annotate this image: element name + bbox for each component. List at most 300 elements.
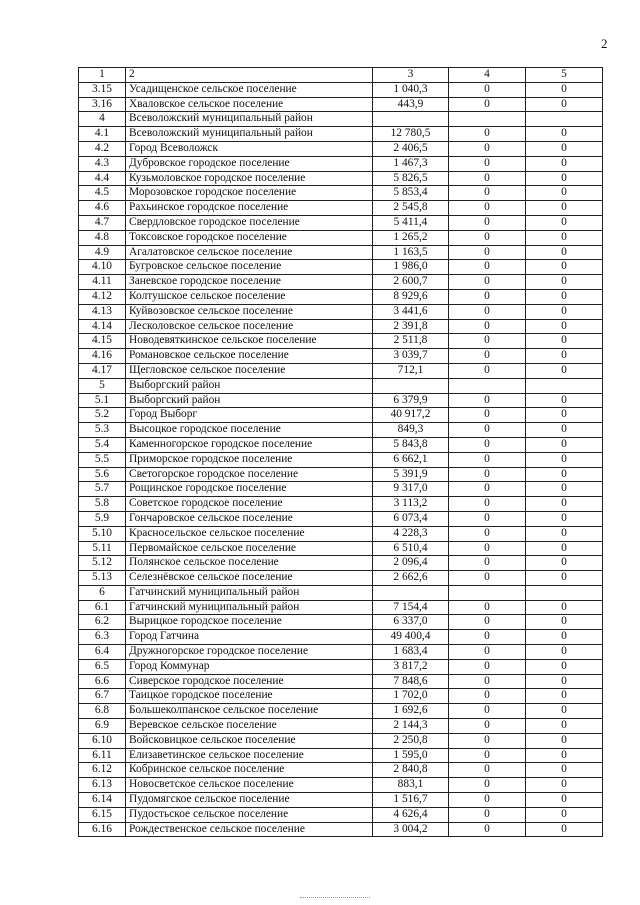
settlement-name: Светогорское городское поселение [126,467,373,482]
row-number: 6.9 [79,719,126,734]
table-row [79,497,603,512]
table-row [79,156,603,171]
amount: 5 826,5 [373,171,449,186]
table-row [79,319,603,334]
col-4-value: 0 [449,349,526,364]
amount: 5 411,4 [373,215,449,230]
row-number: 6.5 [79,659,126,674]
amount [373,585,449,600]
amount: 7 848,6 [373,674,449,689]
col-4-value: 0 [449,363,526,378]
table-row [79,275,603,290]
row-number: 4.16 [79,349,126,364]
settlement-name: Таицкое городское поселение [126,689,373,704]
settlement-name: Щегловское сельское поселение [126,363,373,378]
col-5-value: 0 [526,186,603,201]
row-number: 5.9 [79,511,126,526]
col-4-value: 0 [449,497,526,512]
amount: 3 817,2 [373,659,449,674]
col-4-value: 0 [449,260,526,275]
row-number: 5.5 [79,452,126,467]
table-row [79,230,603,245]
settlement-name: Советское городское поселение [126,497,373,512]
amount: 6 510,4 [373,541,449,556]
col-4-value: 0 [449,82,526,97]
col-5-value: 0 [526,497,603,512]
amount: 12 780,5 [373,127,449,142]
row-number: 5.10 [79,526,126,541]
amount: 6 073,4 [373,511,449,526]
table-row [79,112,603,127]
amount: 4 626,4 [373,807,449,822]
col-5-value: 0 [526,674,603,689]
settlement-name: Красносельское сельское поселение [126,526,373,541]
amount [373,112,449,127]
amount: 7 154,4 [373,600,449,615]
col-4-value: 0 [449,171,526,186]
col-4-value: 0 [449,615,526,630]
col-4-value: 0 [449,319,526,334]
amount: 2 545,8 [373,201,449,216]
table-row [79,260,603,275]
col-5-value: 0 [526,408,603,423]
settlement-name: Город Коммунар [126,659,373,674]
col-4-value: 0 [449,275,526,290]
row-number: 6.6 [79,674,126,689]
amount: 2 840,8 [373,763,449,778]
row-number: 6.14 [79,793,126,808]
col-5-value: 0 [526,423,603,438]
col-4-value: 0 [449,704,526,719]
col-4-value: 0 [449,807,526,822]
table-row [79,615,603,630]
col-4-value: 0 [449,541,526,556]
col-4-value: 0 [449,186,526,201]
table-row [79,511,603,526]
settlement-name: Выборгский район [126,378,373,393]
amount: 1 595,0 [373,748,449,763]
settlement-name: Веревское сельское поселение [126,719,373,734]
settlement-name: Вырицкое городское поселение [126,615,373,630]
settlement-name: Приморское городское поселение [126,452,373,467]
col-5-value: 0 [526,260,603,275]
amount: 5 843,8 [373,437,449,452]
amount: 443,9 [373,97,449,112]
row-number: 6 [79,585,126,600]
col-4-value: 0 [449,304,526,319]
amount: 883,1 [373,778,449,793]
col-4-value: 0 [449,689,526,704]
row-number: 6.13 [79,778,126,793]
settlement-name: Рахьинское городское поселение [126,201,373,216]
col-5-value: 0 [526,733,603,748]
col-5-value: 0 [526,482,603,497]
table-row [79,437,603,452]
col-4-value: 0 [449,156,526,171]
row-number: 5.2 [79,408,126,423]
row-number: 6.1 [79,600,126,615]
settlement-name: Селезнёвское сельское поселение [126,571,373,586]
table-row [79,186,603,201]
row-number: 6.7 [79,689,126,704]
table-row [79,763,603,778]
row-number: 5.4 [79,437,126,452]
col-4-value: 0 [449,201,526,216]
amount: 1 516,7 [373,793,449,808]
col-5-value [526,585,603,600]
amount: 49 400,4 [373,630,449,645]
settlement-name: Пудостьское сельское поселение [126,807,373,822]
table-row [79,526,603,541]
header-col-5: 5 [526,68,603,83]
col-5-value: 0 [526,763,603,778]
col-5-value: 0 [526,437,603,452]
table-row [79,127,603,142]
amount: 2 662,6 [373,571,449,586]
col-5-value: 0 [526,793,603,808]
settlement-name: Свердловское городское поселение [126,215,373,230]
settlement-name: Лесколовское сельское поселение [126,319,373,334]
col-5-value: 0 [526,141,603,156]
settlement-name: Полянское сельское поселение [126,556,373,571]
row-number: 6.4 [79,645,126,660]
col-4-value: 0 [449,334,526,349]
row-number: 4.17 [79,363,126,378]
amount: 1 986,0 [373,260,449,275]
col-5-value: 0 [526,289,603,304]
amount: 6 662,1 [373,452,449,467]
row-number: 3.15 [79,82,126,97]
table-row [79,748,603,763]
table-row [79,378,603,393]
settlement-name: Пудомягское сельское поселение [126,793,373,808]
col-5-value: 0 [526,659,603,674]
settlement-name: Большеколпанское сельское поселение [126,704,373,719]
table-row [79,171,603,186]
col-4-value: 0 [449,571,526,586]
amount: 712,1 [373,363,449,378]
row-number: 6.8 [79,704,126,719]
table-row [79,201,603,216]
col-4-value: 0 [449,822,526,837]
col-4-value: 0 [449,526,526,541]
col-5-value: 0 [526,748,603,763]
col-4-value [449,378,526,393]
amount: 1 163,5 [373,245,449,260]
settlement-name: Рощинское городское поселение [126,482,373,497]
col-4-value: 0 [449,511,526,526]
col-4-value: 0 [449,289,526,304]
table-row [79,541,603,556]
col-5-value [526,112,603,127]
col-5-value: 0 [526,201,603,216]
settlement-name: Рождественское сельское поселение [126,822,373,837]
amount: 3 039,7 [373,349,449,364]
col-5-value: 0 [526,822,603,837]
amount: 2 250,8 [373,733,449,748]
col-4-value: 0 [449,793,526,808]
col-5-value: 0 [526,82,603,97]
row-number: 5.11 [79,541,126,556]
col-4-value: 0 [449,141,526,156]
row-number: 6.2 [79,615,126,630]
col-5-value: 0 [526,97,603,112]
table-row [79,245,603,260]
settlement-name: Агалатовское сельское поселение [126,245,373,260]
table-row [79,659,603,674]
table-row [79,600,603,615]
col-4-value: 0 [449,482,526,497]
row-number: 6.11 [79,748,126,763]
row-number: 4.9 [79,245,126,260]
settlement-name: Хваловское сельское поселение [126,97,373,112]
row-number: 4.5 [79,186,126,201]
table-row [79,482,603,497]
col-4-value: 0 [449,630,526,645]
amount: 5 853,4 [373,186,449,201]
amount: 5 391,9 [373,467,449,482]
settlement-name: Куйвозовское сельское поселение [126,304,373,319]
settlement-name: Город Выборг [126,408,373,423]
col-5-value: 0 [526,304,603,319]
amount: 849,3 [373,423,449,438]
col-5-value: 0 [526,807,603,822]
settlement-name: Усадищенское сельское поселение [126,82,373,97]
amount: 6 379,9 [373,393,449,408]
row-number: 4.1 [79,127,126,142]
row-number: 5.6 [79,467,126,482]
col-5-value: 0 [526,452,603,467]
row-number: 5.7 [79,482,126,497]
settlement-name: Романовское сельское поселение [126,349,373,364]
table-row [79,82,603,97]
settlement-name: Дружногорское городское поселение [126,645,373,660]
col-4-value: 0 [449,127,526,142]
col-4-value: 0 [449,97,526,112]
table-row [79,97,603,112]
row-number: 4.13 [79,304,126,319]
table-body [79,68,603,837]
col-5-value: 0 [526,245,603,260]
col-4-value: 0 [449,733,526,748]
col-5-value: 0 [526,630,603,645]
col-4-value: 0 [449,437,526,452]
amount: 2 144,3 [373,719,449,734]
table-header-row [79,68,603,83]
header-col-1: 1 [79,68,126,83]
amount: 1 683,4 [373,645,449,660]
row-number: 6.12 [79,763,126,778]
col-5-value: 0 [526,778,603,793]
settlement-name: Елизаветинское сельское поселение [126,748,373,763]
settlement-name: Токсовское городское поселение [126,230,373,245]
col-5-value: 0 [526,571,603,586]
amount: 6 337,0 [373,615,449,630]
header-col-3: 3 [373,68,449,83]
amount: 1 692,6 [373,704,449,719]
settlement-name: Город Гатчина [126,630,373,645]
settlement-name: Первомайское сельское поселение [126,541,373,556]
scan-artifact [300,897,370,899]
col-4-value: 0 [449,748,526,763]
col-4-value: 0 [449,556,526,571]
table-row [79,289,603,304]
row-number: 4.4 [79,171,126,186]
table-row [79,141,603,156]
settlement-name: Новодевяткинское сельское поселение [126,334,373,349]
amount: 2 600,7 [373,275,449,290]
settlement-name: Высоцкое городское поселение [126,423,373,438]
table-row [79,408,603,423]
col-4-value: 0 [449,719,526,734]
table-row [79,571,603,586]
row-number: 6.16 [79,822,126,837]
row-number: 6.10 [79,733,126,748]
table-row [79,733,603,748]
settlement-name: Всеволожский муниципальный район [126,112,373,127]
col-4-value: 0 [449,215,526,230]
row-number: 4 [79,112,126,127]
table-row [79,630,603,645]
settlement-name: Гатчинский муниципальный район [126,585,373,600]
row-number: 4.2 [79,141,126,156]
settlement-name: Войсковицкое сельское поселение [126,733,373,748]
row-number: 5.12 [79,556,126,571]
col-4-value: 0 [449,452,526,467]
col-5-value: 0 [526,275,603,290]
amount [373,378,449,393]
settlement-name: Кузьмоловское городское поселение [126,171,373,186]
table-row [79,689,603,704]
settlement-name: Город Всеволожск [126,141,373,156]
table-row [79,793,603,808]
table-row [79,822,603,837]
settlement-name: Сиверское городское поселение [126,674,373,689]
col-4-value: 0 [449,600,526,615]
table-row [79,363,603,378]
row-number: 3.16 [79,97,126,112]
row-number: 6.3 [79,630,126,645]
table-row [79,304,603,319]
header-col-4: 4 [449,68,526,83]
table-row [79,807,603,822]
row-number: 4.7 [79,215,126,230]
row-number: 4.12 [79,289,126,304]
settlement-name: Выборгский район [126,393,373,408]
col-5-value [526,378,603,393]
col-5-value: 0 [526,689,603,704]
amount: 3 441,6 [373,304,449,319]
row-number: 5.3 [79,423,126,438]
settlement-name: Морозовское городское поселение [126,186,373,201]
col-5-value: 0 [526,526,603,541]
table-row [79,467,603,482]
row-number: 4.14 [79,319,126,334]
col-5-value: 0 [526,363,603,378]
allocation-table [78,67,603,837]
col-5-value: 0 [526,393,603,408]
table-row [79,393,603,408]
col-4-value: 0 [449,230,526,245]
col-4-value: 0 [449,393,526,408]
table-row [79,423,603,438]
col-5-value: 0 [526,127,603,142]
col-5-value: 0 [526,467,603,482]
table-row [79,349,603,364]
table-row [79,585,603,600]
col-5-value: 0 [526,719,603,734]
col-5-value: 0 [526,349,603,364]
col-5-value: 0 [526,704,603,719]
settlement-name: Колтушское сельское поселение [126,289,373,304]
col-5-value: 0 [526,156,603,171]
amount: 3 004,2 [373,822,449,837]
settlement-name: Заневское городское поселение [126,275,373,290]
col-4-value: 0 [449,467,526,482]
amount: 4 228,3 [373,526,449,541]
col-4-value: 0 [449,763,526,778]
amount: 2 511,8 [373,334,449,349]
table-row [79,719,603,734]
col-5-value: 0 [526,230,603,245]
amount: 40 917,2 [373,408,449,423]
table-row [79,645,603,660]
row-number: 4.6 [79,201,126,216]
row-number: 5.8 [79,497,126,512]
col-5-value: 0 [526,600,603,615]
col-5-value: 0 [526,645,603,660]
row-number: 5.13 [79,571,126,586]
settlement-name: Всеволожский муниципальный район [126,127,373,142]
col-4-value: 0 [449,659,526,674]
table-row [79,215,603,230]
page-number: 2 [601,36,608,51]
amount: 3 113,2 [373,497,449,512]
row-number: 4.8 [79,230,126,245]
table-row [79,334,603,349]
row-number: 5.1 [79,393,126,408]
col-4-value: 0 [449,674,526,689]
col-5-value: 0 [526,556,603,571]
col-4-value: 0 [449,245,526,260]
col-5-value: 0 [526,215,603,230]
table-row [79,556,603,571]
col-5-value: 0 [526,171,603,186]
col-4-value: 0 [449,645,526,660]
amount: 1 702,0 [373,689,449,704]
table-row [79,778,603,793]
row-number: 4.10 [79,260,126,275]
col-5-value: 0 [526,615,603,630]
col-5-value: 0 [526,334,603,349]
row-number: 4.15 [79,334,126,349]
settlement-name: Новосветское сельское поселение [126,778,373,793]
row-number: 5 [79,378,126,393]
settlement-name: Бугровское сельское поселение [126,260,373,275]
amount: 2 096,4 [373,556,449,571]
row-number: 4.3 [79,156,126,171]
table-row [79,674,603,689]
amount: 1 265,2 [373,230,449,245]
col-4-value: 0 [449,408,526,423]
row-number: 4.11 [79,275,126,290]
amount: 2 391,8 [373,319,449,334]
amount: 1 467,3 [373,156,449,171]
amount: 8 929,6 [373,289,449,304]
col-4-value [449,585,526,600]
col-5-value: 0 [526,511,603,526]
settlement-name: Гончаровское сельское поселение [126,511,373,526]
